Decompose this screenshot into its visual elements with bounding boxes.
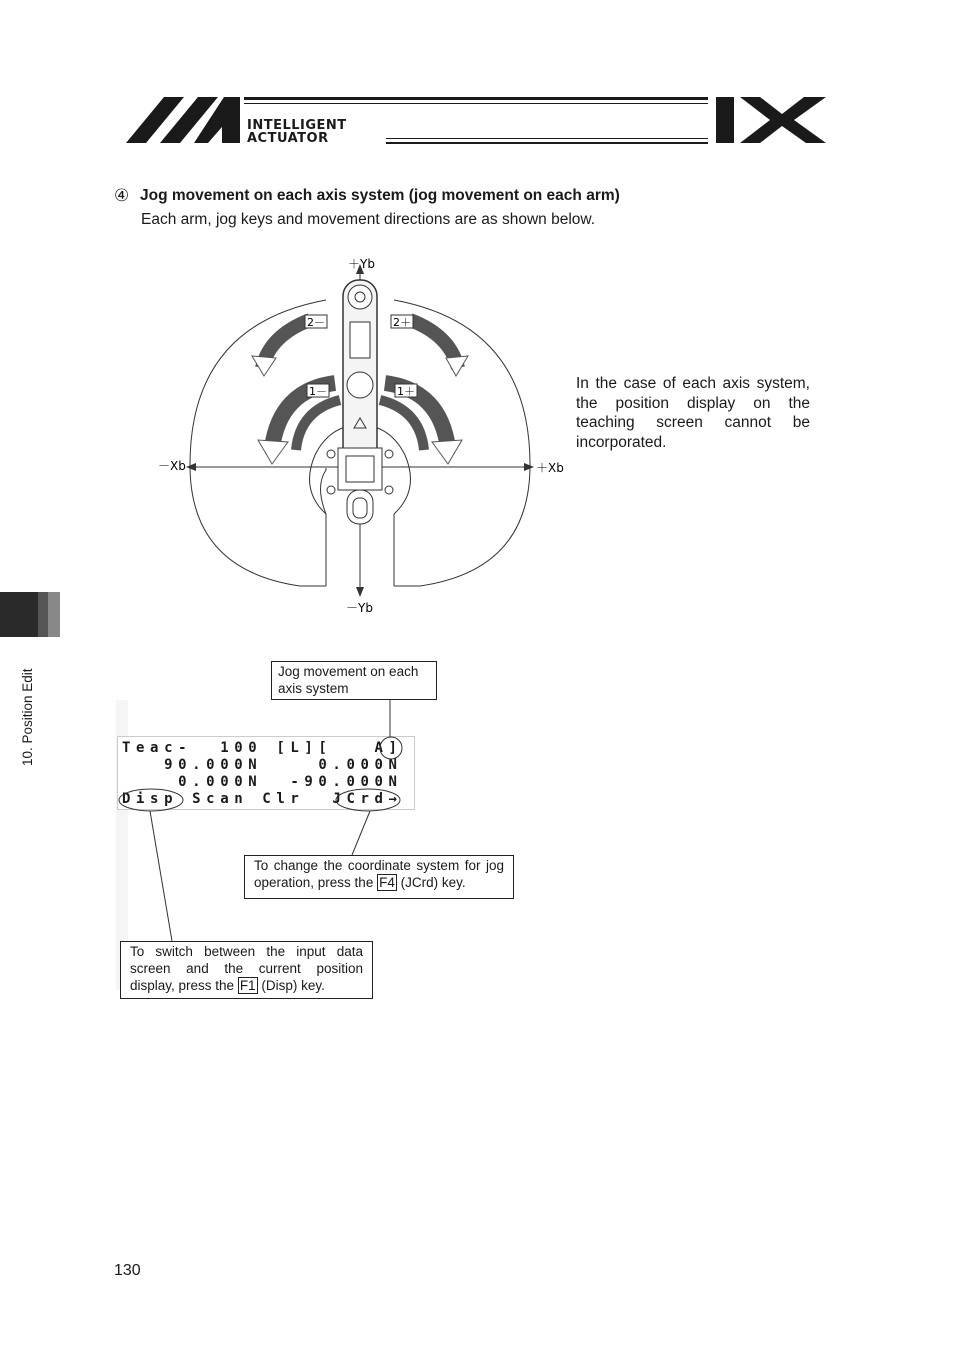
callout-leader-lines — [110, 695, 530, 945]
axis-label-plus-yb: ＋Yb — [348, 257, 375, 271]
page-number: 130 — [114, 1262, 141, 1279]
callout-f4-jcrd — [244, 855, 514, 899]
f1-key-label: F1 — [239, 978, 256, 993]
brand-line-2: ACTUATOR — [247, 131, 329, 146]
header-rule-bottom — [386, 138, 708, 139]
lcd-row-3: 0.000N -90.000N — [122, 774, 403, 790]
header-rule-top-thin — [244, 103, 708, 104]
side-tab-block-mid — [38, 592, 48, 637]
ix-logo — [716, 95, 828, 145]
side-tab-block-light — [48, 592, 60, 637]
brand-line-1: INTELLIGENT — [247, 118, 347, 133]
f4-key-label: F4 — [379, 875, 395, 890]
header-rule-bottom-2 — [386, 142, 708, 144]
robot-jog-diagram — [150, 250, 580, 620]
callout-jog-each-axis: Jog movement on each axis system — [271, 661, 437, 700]
header-rule-top — [244, 97, 708, 100]
section-title: Jog movement on each axis system (jog movement on each arm) — [140, 187, 620, 204]
lcd-row-2: 90.000N 0.000N — [122, 757, 403, 773]
callout-f4-text-post: (JCrd) key. — [396, 875, 466, 890]
callout-f1-text-post: (Disp) key. — [257, 978, 325, 993]
section-number: ④ — [114, 186, 130, 205]
axis-label-minus-yb: －Yb — [346, 601, 373, 615]
callout-f1-disp — [120, 941, 373, 999]
key-label-1-minus: 1－ — [309, 385, 327, 398]
key-label-2-plus: 2＋ — [393, 316, 411, 329]
axis-label-minus-xb: －Xb — [158, 459, 186, 473]
axis-label-plus-xb: ＋Xb — [536, 461, 564, 475]
key-label-1-plus: 1＋ — [397, 385, 415, 398]
side-tab-block-dark — [0, 592, 38, 637]
each-axis-note: In the case of each axis system, the position display on the teaching screen cannot be incorporated. — [576, 375, 810, 451]
callout-f4-text-pre: To change the coordinate system for jog operation, press the — [254, 858, 504, 890]
callout-f1-text-pre: To switch between the input data screen and the current position display, press the — [130, 944, 363, 993]
ia-logo-mark — [126, 95, 242, 145]
key-label-2-minus: 2－ — [307, 316, 325, 329]
lcd-row-4: Disp Scan Clr JCrd→ — [122, 791, 403, 807]
section-intro: Each arm, jog keys and movement directions are as shown below. — [141, 211, 596, 228]
lcd-row-1: Teac- 100 [L][ A] — [122, 740, 403, 756]
side-tab-label: 10. Position Edit — [20, 668, 35, 766]
